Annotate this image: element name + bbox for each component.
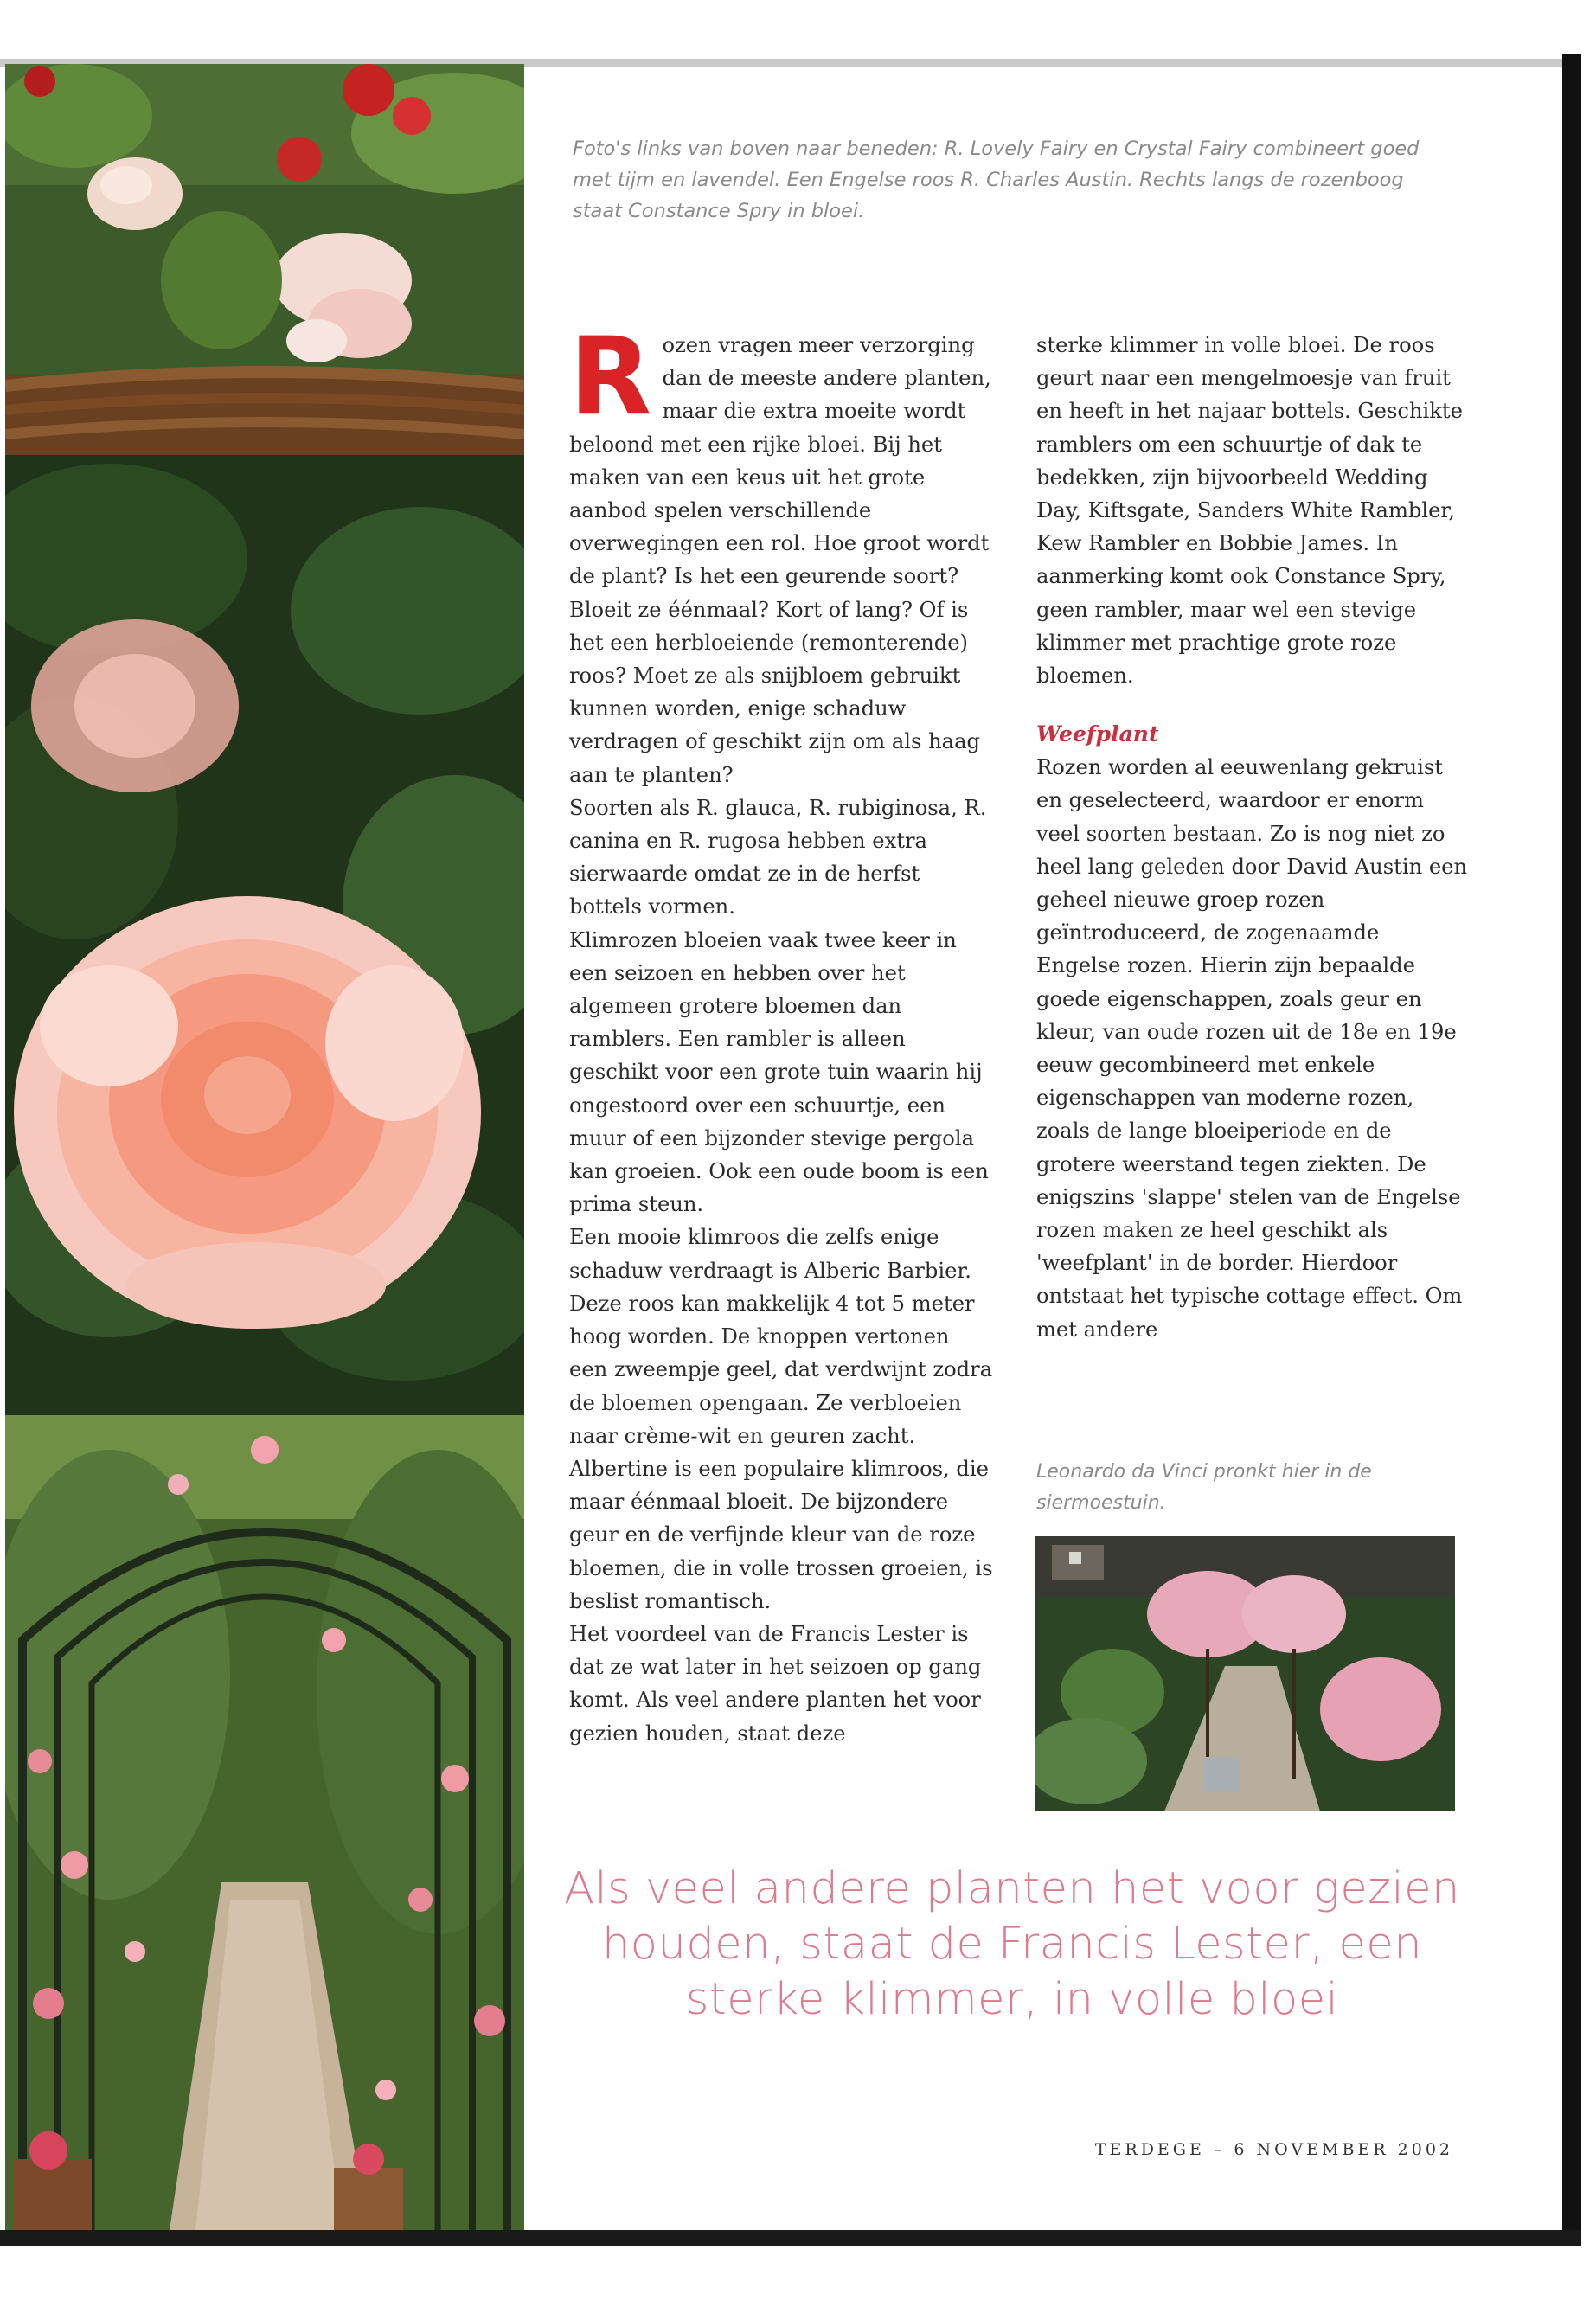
page-footer: TERDEGE – 6 NOVEMBER 2002 [1094, 2140, 1453, 2159]
photo-roses-basket [5, 64, 524, 455]
inset-photo-caption: Leonardo da Vinci pronkt hier in de siermoestuin. [1036, 1461, 1372, 1514]
body-column-left [569, 315, 993, 1750]
paragraph: sterke klimmer in volle bloei. De roos geurt naar een mengelmoesje van fruit en heeft in het najaar bottels. Geschikte ramblers om een schuurtje of dak te bedekken, zijn bijvoorbeeld Wedding Day, Kiftsgate, Sanders White Rambler, Kew Rambler en Bobbie James. In aanmerking komt ook Constance Spry, geen rambler, maar wel een stevige klimmer met prachtige grote roze bloemen. [1036, 333, 1463, 689]
photo-caption: Foto's links van boven naar beneden: R. Lovely Fairy en Crystal Fairy combineert goed met tijm en lavendel. Een Engelse roos R. Charles Austin. Rechts langs de rozenboog staat Constance Spry in bloei. [573, 138, 1420, 222]
photo-rose-arch [5, 1415, 524, 2230]
paragraph: Een mooie klimroos die zelfs enige schaduw verdraagt is Alberic Barbier. Deze roos kan makkelijk 4 tot 5 meter hoog worden. De knoppen vertonen een zweempje geel, dat verdwijnt zodra de bloemen opengaan. Ze verbloeien naar crème-wit en geuren zacht. Albertine is een populaire klimroos, die maar éénmaal bloeit. De bijzondere geur en de verfijnde kleur van de roze bloemen, die in volle trossen groeien, is beslist romantisch. [569, 1225, 993, 1613]
drop-cap: R [569, 315, 652, 439]
paragraph: Soorten als R. glauca, R. rubiginosa, R. canina en R. rugosa hebben extra sierwaarde omdat ze in de herfst bottels vormen. [569, 795, 987, 920]
photo-charles-austin-rose [5, 455, 524, 1415]
subheading: Weefplant [1036, 721, 1159, 747]
paragraph: ozen vragen meer verzorging dan de meeste andere planten, maar die extra moeite wordt beloond met een rijke bloei. Bij het maken van een keus uit het grote aanbod spelen verschillende overwegingen een rol. Hoe groot wordt de plant? Is het een geurende soort? Bloeit ze éénmaal? Kort of lang? Of is het een herbloeiende (remonterende) roos? Moet ze als snijbloem gebruikt kunnen worden, enige schaduw verdragen of geschikt zijn om als haag aan te planten? [569, 333, 991, 787]
paragraph: Rozen worden al eeuwenlang gekruist en geselecteerd, waardoor er enorm veel soorten bestaan. Zo is nog niet zo heel lang geleden door David Austin een geheel nieuwe groep rozen geïntroduceerd, de zogenaamde Engelse rozen. Hierin zijn bepaalde goede eigenschappen, zoals geur en kleur, van oude rozen uit de 18e en 19e eeuw gecombineerd met enkele eigenschappen van moderne rozen, zoals de lange bloeiperiode en de grotere weerstand tegen ziekten. De enigszins 'slappe' stelen van de Engelse rozen maken ze heel geschikt als 'weefplant' in de border. Hierdoor ontstaat het typische cottage effect. Om met andere [1036, 755, 1468, 1342]
page-right-edge [1562, 54, 1581, 2242]
pull-quote: Als veel andere planten het voor gezien houden, staat de Francis Lester, een sterke klimmer, in volle bloei [564, 1863, 1460, 2025]
photo-vegetable-garden-roses [1035, 1536, 1455, 1811]
paragraph: Het voordeel van de Francis Lester is dat ze wat later in het seizoen op gang komt. Als veel andere planten het voor gezien houden, staat deze [569, 1621, 982, 1746]
page-bottom-edge [0, 2230, 1581, 2246]
page-bottom-margin [0, 2246, 1596, 2301]
body-column-right [1036, 329, 1469, 1346]
paragraph: Klimrozen bloeien vaak twee keer in een seizoen en hebben over het algemeen grotere bloemen dan ramblers. Een rambler is alleen geschikt voor een grote tuin waarin hij ongestoord over een schuurtje, een muur of een bijzonder stevige pergola kan groeien. Ook een oude boom is een prima steun. [569, 927, 989, 1217]
